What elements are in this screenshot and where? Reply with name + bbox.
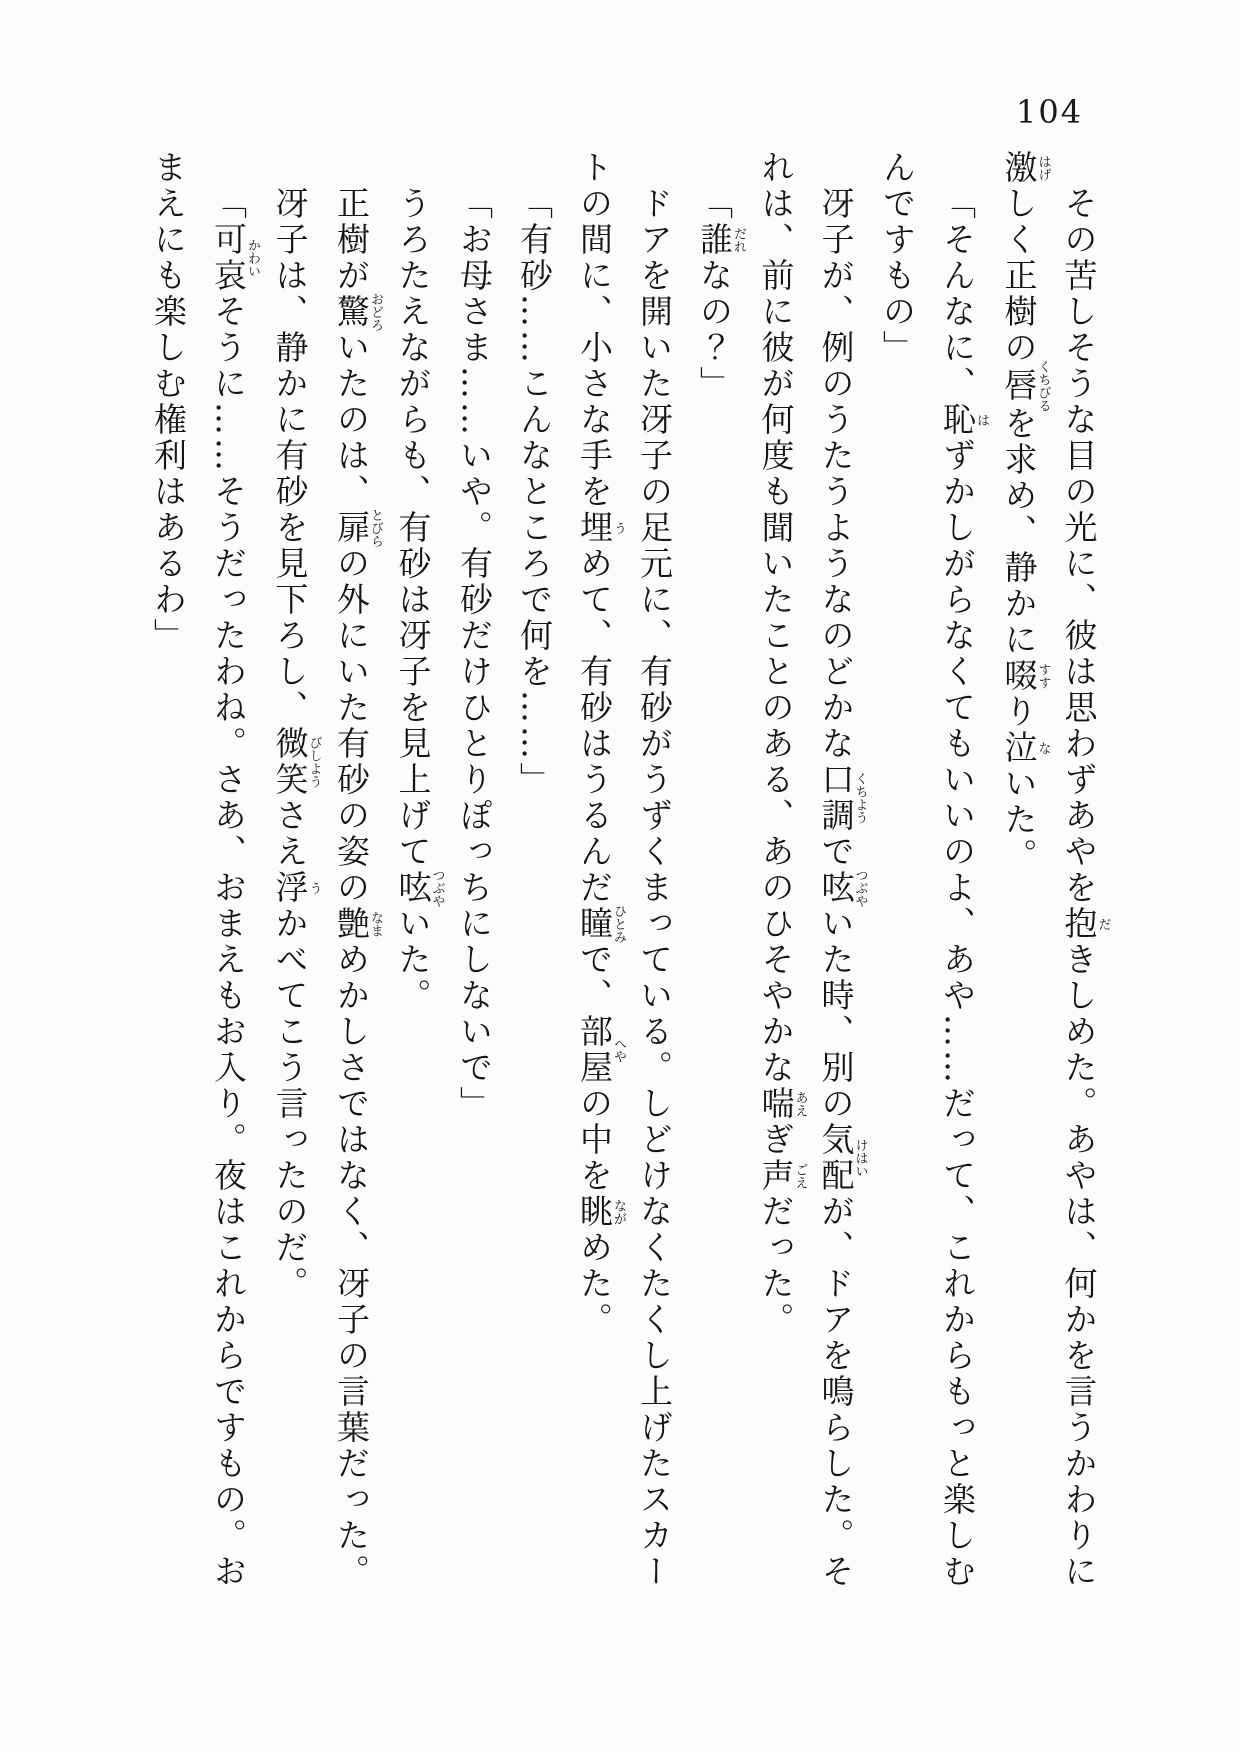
paragraph: 正樹が驚おどろいたのは、扉とびらの外にいた有砂の姿の艶なまめかしさではなく、冴子の言葉だった。 <box>332 186 383 1590</box>
furigana-ruby: 抱だ <box>1059 906 1111 942</box>
furigana-ruby: 啜すす <box>999 658 1051 694</box>
text-block <box>130 150 1110 1594</box>
furigana-ruby: 泣な <box>999 730 1051 766</box>
paragraph: 「可哀かわいそうに……そうだったわね。さあ、おまえもお入り。夜はこれからですもの。おまえにも楽しむ権利はあるわ」 <box>149 150 260 1590</box>
furigana-ruby: 声ごえ <box>756 1158 808 1194</box>
paragraph: 冴子は、静かに有砂を見下ろし、微笑びしようさえ浮うかべてこう言ったのだ。 <box>270 186 322 1302</box>
furigana-ruby: 唇くちびる <box>999 360 1051 412</box>
furigana-ruby: 微笑びしよう <box>270 726 322 798</box>
furigana-ruby: 恥は <box>938 402 989 438</box>
furigana-ruby: 激はげ <box>999 150 1051 186</box>
furigana-ruby: 喘あえ <box>756 1086 808 1122</box>
furigana-ruby: 可哀かわい <box>209 222 260 294</box>
paragraph: うろたえながらも、有砂は冴子を見上げて呟つぶやいた。 <box>393 186 445 1014</box>
furigana-ruby: 呟つぶや <box>393 868 445 908</box>
furigana-ruby: 驚おどろ <box>332 292 383 332</box>
paragraph: 「そんなに、恥はずかしがらなくてもいいのよ、あや……だって、これからもっと楽しむんですもの」 <box>878 150 989 1590</box>
paragraph: 「有砂……こんなところで何を……」 <box>515 186 554 798</box>
furigana-ruby: 埋う <box>575 510 626 546</box>
paragraph: 「誰だれなの？」 <box>695 186 746 402</box>
paragraph: ドアを開いた冴子の足元に、有砂がうずくまっている。しどけなくたくし上げたスカートの間に、小さな手を埋うめて、有砂はうるんだ瞳ひとみで、部屋へやの中を眺ながめた。 <box>575 150 674 1590</box>
furigana-ruby: 部屋へや <box>575 1014 626 1086</box>
furigana-ruby: 気配けはい <box>816 1122 868 1194</box>
paragraph: 「お母さま……いや。有砂だけひとりぽっちにしないで」 <box>455 186 494 1122</box>
paragraph: その苦しそうな目の光に、彼は思わずあやを抱だきしめた。あやは、何かを言うかわりに激はげしく正樹の唇くちびるを求め、静かに啜すすり泣ないた。 <box>999 150 1111 1590</box>
furigana-ruby: 浮う <box>270 870 322 906</box>
furigana-ruby: 誰だれ <box>695 222 746 258</box>
furigana-ruby: 口調くちよう <box>816 762 868 834</box>
furigana-ruby: 眺なが <box>575 1194 626 1230</box>
furigana-ruby: 呟つぶや <box>816 868 868 908</box>
page-number: 104 <box>1016 93 1084 131</box>
furigana-ruby: 瞳ひとみ <box>575 904 626 944</box>
paragraph: 冴子が、例のうたうようなのどかな口調くちようで呟つぶやいた時、別の気配けはいが、ドアを鳴らした。それは、前に彼が何度も聞いたことのある、あのひそやかな喘あえぎ声ごえだった。 <box>756 150 868 1590</box>
furigana-ruby: 艶なま <box>332 906 383 942</box>
furigana-ruby: 扉とびら <box>332 508 383 548</box>
